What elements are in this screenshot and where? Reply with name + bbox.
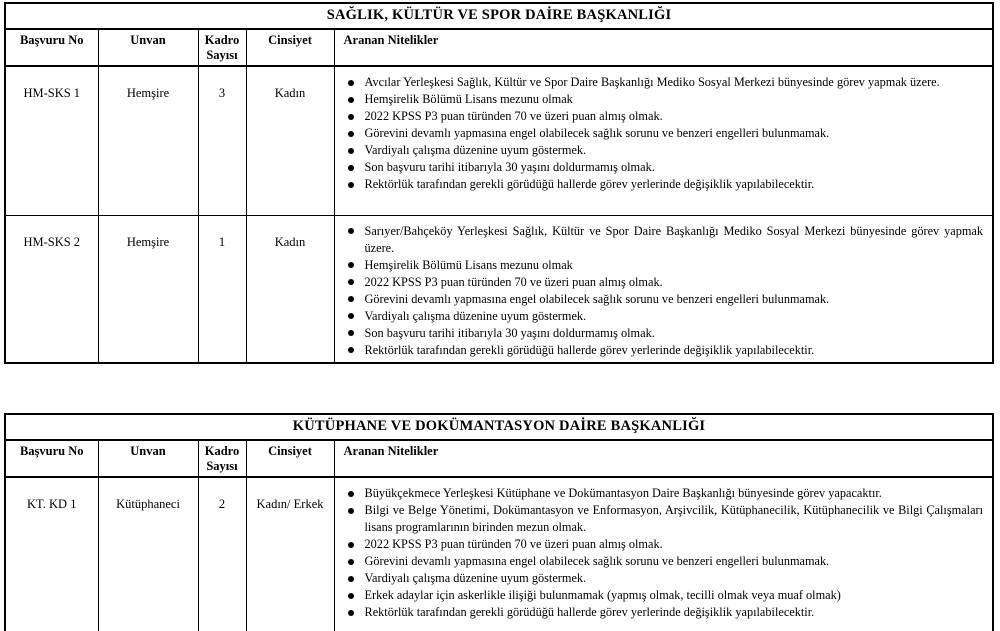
column-header-basvuru-no: Başvuru No bbox=[5, 440, 98, 477]
requirement-item: Avcılar Yerleşkesi Sağlık, Kültür ve Spor Daire Başkanlığı Mediko Sosyal Merkezi bünyesinde görev yapmak üzere. bbox=[335, 74, 984, 91]
column-header-cinsiyet: Cinsiyet bbox=[246, 29, 334, 66]
column-header-unvan: Unvan bbox=[98, 440, 198, 477]
health-culture-sport-table bbox=[4, 2, 994, 364]
column-header-kadro-sayisi: Kadro Sayısı bbox=[198, 440, 246, 477]
table-row bbox=[5, 215, 993, 363]
cell-aranan-nitelikler bbox=[334, 477, 993, 631]
requirement-item: Rektörlük tarafından gerekli görüdüğü hallerde görev yerlerinde değişiklik yapılabilecektir. bbox=[335, 342, 984, 359]
table-row bbox=[5, 66, 993, 215]
table-title-row bbox=[5, 3, 993, 29]
requirement-item: Vardiyalı çalışma düzenine uyum göstermek. bbox=[335, 308, 984, 325]
requirement-item: Sarıyer/Bahçeköy Yerleşkesi Sağlık, Kültür ve Spor Daire Başkanlığı Mediko Sosyal Merkezi bünyesinde görev yapmak üzere. bbox=[335, 223, 984, 257]
requirement-item: Erkek adaylar için askerlikle ilişiği bulunmamak (yapmış olmak, tecilli olmak veya muaf olmak) bbox=[335, 587, 984, 604]
cell-cinsiyet: Kadın/ Erkek bbox=[246, 477, 334, 631]
requirement-item: Bilgi ve Belge Yönetimi, Dokümantasyon ve Enformasyon, Arşivcilik, Kütüphanecilik, Kütüphanecilik ve Bilgi Çalışmaları lisans programlarının birinden mezun olmak. bbox=[335, 502, 984, 536]
cell-aranan-nitelikler bbox=[334, 215, 993, 363]
cell-basvuru-no: HM-SKS 2 bbox=[5, 215, 98, 363]
cell-unvan: Hemşire bbox=[98, 215, 198, 363]
cell-aranan-nitelikler bbox=[334, 66, 993, 215]
cell-unvan: Hemşire bbox=[98, 66, 198, 215]
column-header-kadro-sayisi: Kadro Sayısı bbox=[198, 29, 246, 66]
column-header-cinsiyet: Cinsiyet bbox=[246, 440, 334, 477]
requirement-item: Görevini devamlı yapmasına engel olabilecek sağlık sorunu ve benzeri engelleri bulunmamak. bbox=[335, 553, 984, 570]
requirement-item: Hemşirelik Bölümü Lisans mezunu olmak bbox=[335, 257, 984, 274]
column-header-aranan-nitelikler: Aranan Nitelikler bbox=[334, 440, 993, 477]
requirements-list bbox=[335, 478, 993, 621]
requirement-item: Rektörlük tarafından gerekli görüdüğü hallerde görev yerlerinde değişiklik yapılabilecektir. bbox=[335, 176, 984, 193]
library-documentation-table bbox=[4, 413, 994, 631]
cell-kadro-sayisi: 1 bbox=[198, 215, 246, 363]
requirement-item: 2022 KPSS P3 puan türünden 70 ve üzeri puan almış olmak. bbox=[335, 274, 984, 291]
table-title: SAĞLIK, KÜLTÜR VE SPOR DAİRE BAŞKANLIĞI bbox=[5, 3, 993, 29]
requirement-item: Son başvuru tarihi itibarıyla 30 yaşını doldurmamış olmak. bbox=[335, 159, 984, 176]
column-header-row bbox=[5, 440, 993, 477]
requirement-item: Büyükçekmece Yerleşkesi Kütüphane ve Dokümantasyon Daire Başkanlığı bünyesinde görev yapacaktır. bbox=[335, 485, 984, 502]
cell-unvan: Kütüphaneci bbox=[98, 477, 198, 631]
cell-kadro-sayisi: 3 bbox=[198, 66, 246, 215]
table-title-row bbox=[5, 414, 993, 440]
requirement-item: Vardiyalı çalışma düzenine uyum göstermek. bbox=[335, 142, 984, 159]
requirements-list bbox=[335, 216, 993, 359]
requirement-item: Vardiyalı çalışma düzenine uyum göstermek. bbox=[335, 570, 984, 587]
requirement-item: Görevini devamlı yapmasına engel olabilecek sağlık sorunu ve benzeri engelleri bulunmamak. bbox=[335, 125, 984, 142]
column-header-basvuru-no: Başvuru No bbox=[5, 29, 98, 66]
requirement-item: Görevini devamlı yapmasına engel olabilecek sağlık sorunu ve benzeri engelleri bulunmamak. bbox=[335, 291, 984, 308]
cell-kadro-sayisi: 2 bbox=[198, 477, 246, 631]
column-header-aranan-nitelikler: Aranan Nitelikler bbox=[334, 29, 993, 66]
requirement-item: 2022 KPSS P3 puan türünden 70 ve üzeri puan almış olmak. bbox=[335, 536, 984, 553]
cell-basvuru-no: HM-SKS 1 bbox=[5, 66, 98, 215]
table-row bbox=[5, 477, 993, 631]
requirement-item: Hemşirelik Bölümü Lisans mezunu olmak bbox=[335, 91, 984, 108]
cell-basvuru-no: KT. KD 1 bbox=[5, 477, 98, 631]
cell-cinsiyet: Kadın bbox=[246, 66, 334, 215]
column-header-row bbox=[5, 29, 993, 66]
table-title: KÜTÜPHANE VE DOKÜMANTASYON DAİRE BAŞKANLIĞI bbox=[5, 414, 993, 440]
column-header-unvan: Unvan bbox=[98, 29, 198, 66]
requirement-item: Son başvuru tarihi itibarıyla 30 yaşını doldurmamış olmak. bbox=[335, 325, 984, 342]
requirement-item: 2022 KPSS P3 puan türünden 70 ve üzeri puan almış olmak. bbox=[335, 108, 984, 125]
requirements-list bbox=[335, 67, 993, 193]
requirement-item: Rektörlük tarafından gerekli görüdüğü hallerde görev yerlerinde değişiklik yapılabilecektir. bbox=[335, 604, 984, 621]
cell-cinsiyet: Kadın bbox=[246, 215, 334, 363]
